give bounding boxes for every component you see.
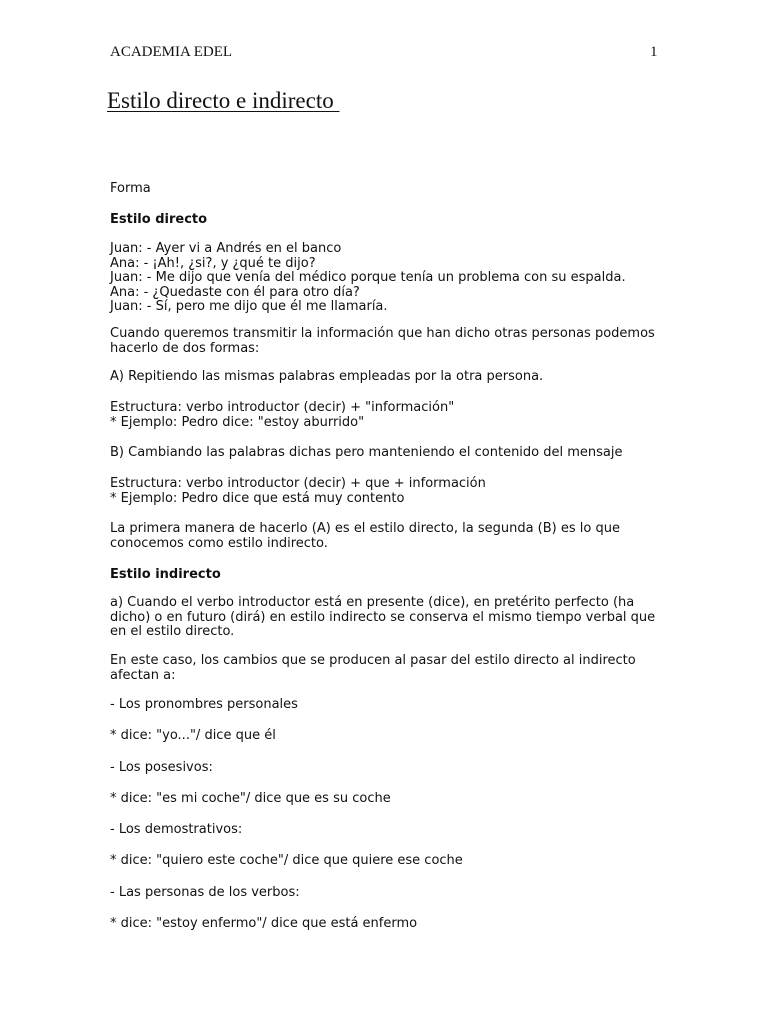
- example-a-line: * Ejemplo: Pedro dice: "estoy aburrido": [110, 414, 365, 430]
- paragraph-line: en el estilo directo.: [110, 624, 235, 639]
- paragraph-line: a) Cuando el verbo introductor está en presente (dice), en pretérito perfecto (ha: [110, 595, 635, 610]
- heading-estilo-indirecto: Estilo indirecto: [110, 567, 221, 582]
- list-item: * dice: "yo..."/ dice que él: [110, 728, 276, 743]
- list-item: - Los posesivos:: [110, 760, 213, 775]
- paragraph-line: afectan a:: [110, 667, 176, 683]
- header-academy-name: ACADEMIA EDEL: [110, 44, 233, 60]
- dialogue-line: Juan: - Me dijo que venía del médico porque tenía un problema con su espalda.: [110, 270, 626, 285]
- structure-b-line: Estructura: verbo introductor (decir) + que + información: [110, 476, 486, 491]
- paragraph-line: dicho) o en futuro (dirá) en estilo indirecto se conserva el mismo tiempo verbal que: [110, 609, 656, 625]
- list-item: * dice: "quiero este coche"/ dice que quiere ese coche: [110, 853, 463, 868]
- paragraph-line: En este caso, los cambios que se producen al pasar del estilo directo al indirecto: [110, 653, 636, 668]
- page-title: Estilo directo e indirecto: [107, 88, 340, 113]
- paragraph-line: La primera manera de hacerlo (A) es el estilo directo, la segunda (B) es lo que: [110, 521, 620, 536]
- dialogue-line: Juan: - Sí, pero me dijo que él me llamaría.: [110, 299, 388, 314]
- paragraph-line: conocemos como estilo indirecto.: [110, 535, 328, 551]
- section-label-forma: Forma: [110, 181, 151, 196]
- list-item: - Los demostrativos:: [110, 822, 243, 837]
- paragraph-line: hacerlo de dos formas:: [110, 340, 260, 356]
- dialogue-line: Ana: - ¡Ah!, ¿si?, y ¿qué te dijo?: [110, 255, 316, 271]
- paragraph-line: Cuando queremos transmitir la información que han dicho otras personas podemos: [110, 326, 655, 341]
- dialogue-line: Ana: - ¿Quedaste con él para otro día?: [110, 284, 360, 300]
- dialogue-line: Juan: - Ayer vi a Andrés en el banco: [110, 241, 342, 256]
- example-b-line: * Ejemplo: Pedro dice que está muy contento: [110, 490, 405, 506]
- option-a-text: A) Repitiendo las mismas palabras empleadas por la otra persona.: [110, 369, 544, 384]
- list-item: * dice: "estoy enfermo"/ dice que está enfermo: [110, 916, 418, 931]
- list-item: - Las personas de los verbos:: [110, 885, 300, 900]
- option-b-text: B) Cambiando las palabras dichas pero manteniendo el contenido del mensaje: [110, 445, 623, 460]
- list-item: * dice: "es mi coche"/ dice que es su coche: [110, 791, 391, 806]
- list-item: - Los pronombres personales: [110, 697, 298, 712]
- structure-a-line: Estructura: verbo introductor (decir) + "información": [110, 400, 455, 415]
- page-number: 1: [650, 44, 658, 60]
- heading-estilo-directo: Estilo directo: [110, 212, 208, 227]
